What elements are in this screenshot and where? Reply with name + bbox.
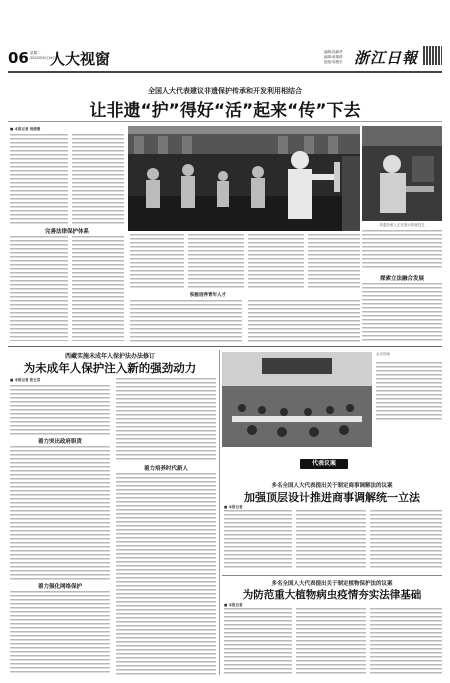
fourth-col-c xyxy=(370,608,442,675)
header-rule xyxy=(8,71,442,73)
third-title: 加强顶层设计推进商事调解统一立法 xyxy=(244,491,420,504)
craft-illustration xyxy=(362,126,442,221)
second-col1-c xyxy=(10,591,110,675)
page-number: 06 xyxy=(8,49,29,67)
lead-bottom-rule xyxy=(8,346,442,347)
lead-title: 让非遗“护”得好“活”起来“传”下去 xyxy=(89,101,361,121)
fourth-col-a xyxy=(224,608,292,675)
fourth-byline: ■ 本报记者 xyxy=(224,603,243,607)
lead-mid-text-a xyxy=(130,234,184,289)
meeting-caption-text xyxy=(376,362,442,422)
lead-side-photo xyxy=(362,126,442,221)
lead-right-text-b xyxy=(362,283,442,342)
lead-mid-text-e xyxy=(130,300,242,342)
second-byline: ■ 本报记者 张五常 xyxy=(10,378,41,382)
lead-col1b-text-a xyxy=(72,134,124,224)
newspaper-name: 浙江日報 xyxy=(354,49,419,67)
lead-col1-text-b xyxy=(10,236,68,341)
column-divider xyxy=(219,350,220,675)
second-subhead-1: 着力突出政府职责 xyxy=(37,439,82,445)
meeting-photo-caption: 会议现场 xyxy=(376,352,390,356)
second-col2-a xyxy=(116,378,216,462)
third-byline: ■ 本报记者 xyxy=(224,505,243,509)
second-kicker: 西藏实施未成年人保护法办法修订 xyxy=(64,353,155,360)
lead-photo-caption-center: 积极培养青年人才 xyxy=(190,293,226,298)
lead-col1b-text-b xyxy=(72,236,124,341)
lead-right-text-a xyxy=(362,230,442,270)
lead-mid-text-c xyxy=(248,234,304,289)
second-col1-b xyxy=(10,446,110,580)
lead-title-rule xyxy=(8,121,442,122)
second-title: 为未成年人保护注入新的强劲动力 xyxy=(23,361,197,375)
section-title: 人大视窗 xyxy=(50,50,111,68)
third-col-c xyxy=(370,510,442,570)
third-kicker: 多名全国人大代表提出关于制定商事调解法的议案 xyxy=(271,483,393,489)
lead-subhead-2: 探索立法融合发展 xyxy=(379,276,424,282)
lead-mid-text-b xyxy=(188,234,244,289)
lead-main-photo xyxy=(128,126,360,231)
meeting-photo xyxy=(222,352,372,447)
third-col-b xyxy=(296,510,366,570)
lead-kicker: 全国人大代表建议非遗保护传承和开发利用相结合 xyxy=(148,87,302,95)
second-subhead-2: 着力强化网络保护 xyxy=(37,584,82,590)
qr-code xyxy=(423,46,442,65)
second-col1-a xyxy=(10,385,110,435)
lead-col1-text-a xyxy=(10,134,68,224)
lead-side-photo-caption: 非遗传承人正在展示传统技艺 xyxy=(379,223,425,227)
second-col2-b xyxy=(116,473,216,675)
rep-section-tag xyxy=(300,459,348,469)
edition-info: 星期二 2024年8月16日 xyxy=(30,51,57,60)
lead-mid-text-d xyxy=(308,234,360,289)
third-bottom-rule xyxy=(222,575,442,576)
lead-byline: ■ 本报记者 周倩倩 xyxy=(10,127,41,131)
fourth-kicker: 多名全国人大代表提出关于制定植物保护法的议案 xyxy=(271,581,393,587)
meeting-illustration xyxy=(222,352,372,447)
fourth-title: 为防范重大植物病虫疫情夯实法律基础 xyxy=(242,589,422,601)
lead-subhead-1: 完善法律保护体系 xyxy=(44,229,89,235)
lead-mid-text-f xyxy=(248,300,360,342)
third-col-a xyxy=(224,510,292,570)
performance-illustration xyxy=(128,126,360,231)
second-subhead-3: 着力培养时代新人 xyxy=(143,466,188,472)
rep-section-tag-label: 代表议案 xyxy=(311,460,336,467)
page-header xyxy=(8,46,442,70)
fourth-col-b xyxy=(296,608,366,675)
masthead-meta: 编辑:周颖华 编辑:戚倩倩 组版:周俊宏 xyxy=(324,50,343,64)
